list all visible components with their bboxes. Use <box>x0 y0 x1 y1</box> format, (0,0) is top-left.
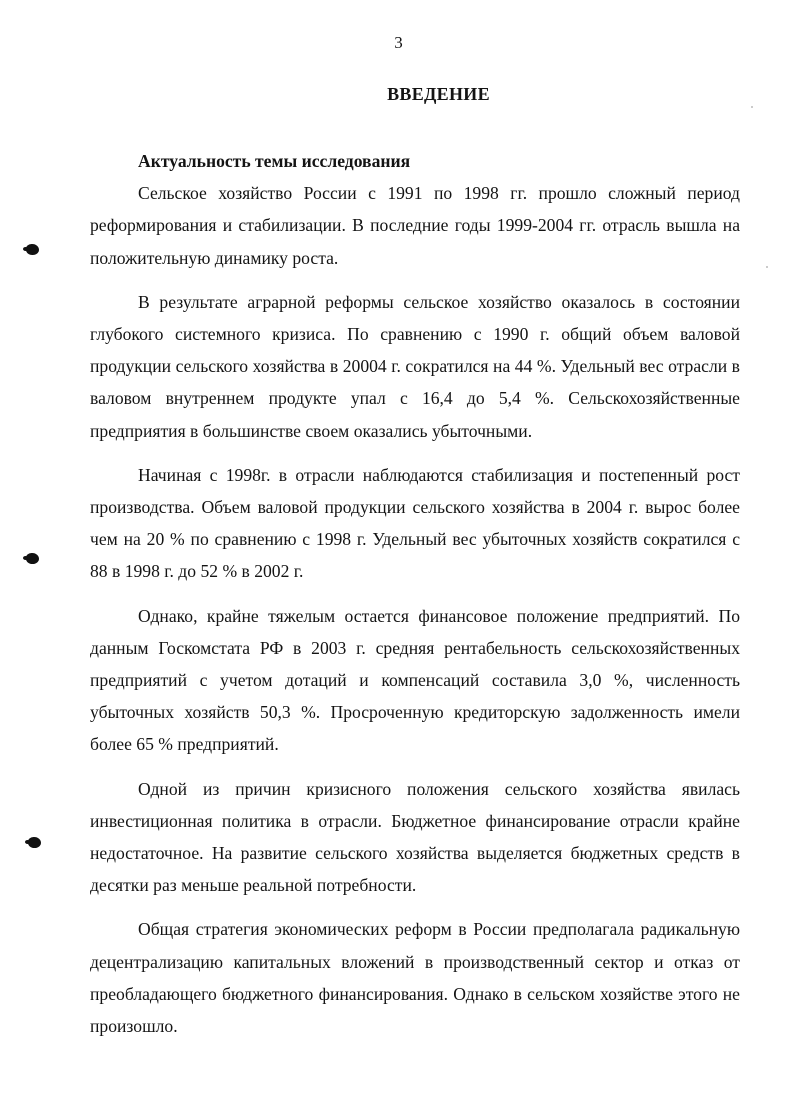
page-number: 3 <box>394 33 403 52</box>
scan-speck <box>751 106 753 108</box>
page-heading: ВВЕДЕНИЕ <box>387 84 490 104</box>
paragraph: Сельское хозяйство России с 1991 по 1998 гг. прошло сложный период реформирования и стабилизации. В последние годы 1999-2004 гг. отрасль вышла на положительную динамику роста. <box>90 183 740 268</box>
body-text <box>90 145 740 1054</box>
binder-hole-mark <box>26 244 39 255</box>
paragraph: Однако, крайне тяжелым остается финансовое положение предприятий. По данным Госкомстата РФ в 2003 г. средняя рентабельность сельскохозяйственных предприятий с учетом дотаций и компенсаций составила 3,0 %, численность убыточных хозяйств 50,3 %. Просроченную кредиторскую задолженность имели более 65 % предприятий. <box>90 605 740 755</box>
section-title: Актуальность темы исследования <box>138 151 411 171</box>
paragraph: Общая стратегия экономических реформ в России предполагала радикальную децентрализацию капитальных вложений в производственный сектор и отказ от преобладающего бюджетного финансирования. Однако в сельском хозяйстве этого не произошло. <box>90 919 740 1037</box>
binder-hole-mark <box>28 837 41 848</box>
scan-speck <box>766 266 768 268</box>
binder-hole-mark <box>26 553 39 564</box>
paragraph: В результате аграрной реформы сельское хозяйство оказалось в состоянии глубокого системного кризиса. По сравнению с 1990 г. общий объем валовой продукции сельского хозяйства в 20004 г. сократился на 44 %. Удельный вес отрасли в валовом внутреннем продукте упал с 16,4 до 5,4 %. Сельскохозяйственные предприятия в большинстве своем оказались убыточными. <box>90 291 740 441</box>
paragraph: Начиная с 1998г. в отрасли наблюдаются стабилизация и постепенный рост производства. Объем валовой продукции сельского хозяйства в 2004 г. вырос более чем на 20 % по сравнению с 1998 г. Удельный вес убыточных хозяйств сократился с 88 в 1998 г. до 52 % в 2002 г. <box>90 464 740 582</box>
paragraph: Одной из причин кризисного положения сельского хозяйства явилась инвестиционная политика в отрасли. Бюджетное финансирование отрасли крайне недостаточное. На развитие сельского хозяйства выделяется бюджетных средств в десятки раз меньше реальной потребности. <box>90 778 740 896</box>
